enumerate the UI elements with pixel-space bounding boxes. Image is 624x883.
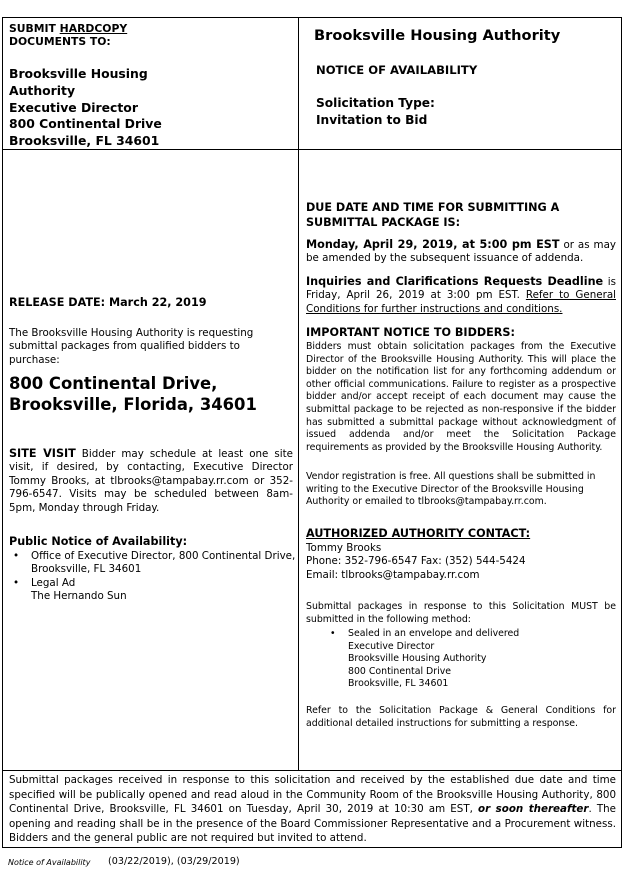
release-date: RELEASE DATE: March 22, 2019 [9,296,207,309]
contact-phone: Phone: 352-796-6547 Fax: (352) 544-5424 [306,555,526,568]
important-notice-heading: IMPORTANT NOTICE TO BIDDERS: [306,326,515,339]
refer-text: Refer to the Solicitation Package & General Conditions for additional detailed instructions for submitting a response. [306,705,616,729]
due-date-heading: DUE DATE AND TIME FOR SUBMITTING A SUBMITTAL PACKAGE IS: [306,201,560,229]
opening-info-cell [2,770,622,848]
property-address: 800 Continental Drive, Brooksville, Florida, 34601 [9,374,257,414]
intro-text: The Brooksville Housing Authority is requesting submittal packages from qualified bidders to purchase: [9,327,254,366]
org-name: Brooksville Housing Authority [314,27,561,44]
release-info-cell [2,149,299,771]
general-conditions-reference: Refer to General Conditions for further instructions and conditions. [306,289,616,315]
submit-to-cell [2,17,299,150]
contact-block [306,542,526,582]
opening-text: Submittal packages received in response to this solicitation and received by the established due date and time specified will be publically opened and read aloud in the Community Room of the Brooksville Housing Authority, 800 Continental Drive, Brooksville, FL 34601 on Tuesday, April 30, 2019 at 10:30 am EST, or soon thereafter. The opening and reading shall be in the presence of the Board Commissioner Representative and a Procurement witness. Bidders and the general public are not required but invited to attend. [9,774,617,844]
due-date-text: Monday, April 29, 2019, at 5:00 pm EST or as may be amended by the subsequent issuance of addenda. [306,238,616,265]
inquiries-text: Inquiries and Clarifications Requests Deadline is Friday, April 26, 2019 at 3:00 pm EST. Refer to General Conditions for further instructions and conditions. [306,275,616,315]
contact-email: Email: tlbrooks@tampabay.rr.com [306,568,480,581]
vendor-registration-text: Vendor registration is free. All questions shall be submitted in writing to the Executive Director of the Brooksville Housing Authority or emailed to tlbrooks@tampabay.rr.com. [306,471,596,508]
notice-header-cell [298,17,622,150]
list-item: • Sealed in an envelope and delivered Executive Director Brooksville Housing Authority 800 Continental Drive Brooksville, FL 34601 [326,628,586,691]
public-notice-heading: Public Notice of Availability: [9,535,188,548]
submit-to-heading: SUBMIT HARDCOPY DOCUMENTS TO: [9,22,128,48]
contact-heading: AUTHORIZED AUTHORITY CONTACT: [306,527,531,540]
notice-title: NOTICE OF AVAILABILITY [316,63,478,77]
list-item: • Legal Ad The Hernando Sun [9,577,299,604]
solicitation-type: Solicitation Type: Invitation to Bid [316,96,435,127]
contact-name: Tommy Brooks [306,542,382,554]
site-visit-text: SITE VISIT Bidder may schedule at least one site visit, if desired, by contacting, Executive Director Tommy Brooks, at tlbrooks@tampabay.rr.com or 352-796-6547. Visits may be scheduled between 8am-5pm, Monday through Friday. [9,447,293,514]
list-item: • Office of Executive Director, 800 Continental Drive, Brooksville, FL 34601 [9,550,299,577]
submit-to-address: Brooksville Housing Authority Executive Director 800 Continental Drive Brooksville, FL 34601 [9,66,162,149]
submission-details-cell [298,149,622,771]
submittal-method-text: Submittal packages in response to this Solicitation MUST be submitted in the following method: [306,601,616,625]
public-notice-list [9,550,299,604]
footer-dates: (03/22/2019), (03/29/2019) [108,856,240,867]
important-notice-text: Bidders must obtain solicitation packages from the Executive Director of the Brooksville Housing Authority. This will place the bidder on the notification list for any forthcoming addendum or other official communications. Failure to register as a prospective bidder and/or accept receipt of each document may cause the submittal package to be rejected as non-responsive if the bidder has submitted a submittal package without acknowledgment of issued addenda and/or meet the Solicitation Package requirements as provided by the Brooksville Housing Authority. [306,341,616,453]
submittal-method-list [326,628,586,691]
footer-doc-label: Notice of Availability [8,858,91,867]
